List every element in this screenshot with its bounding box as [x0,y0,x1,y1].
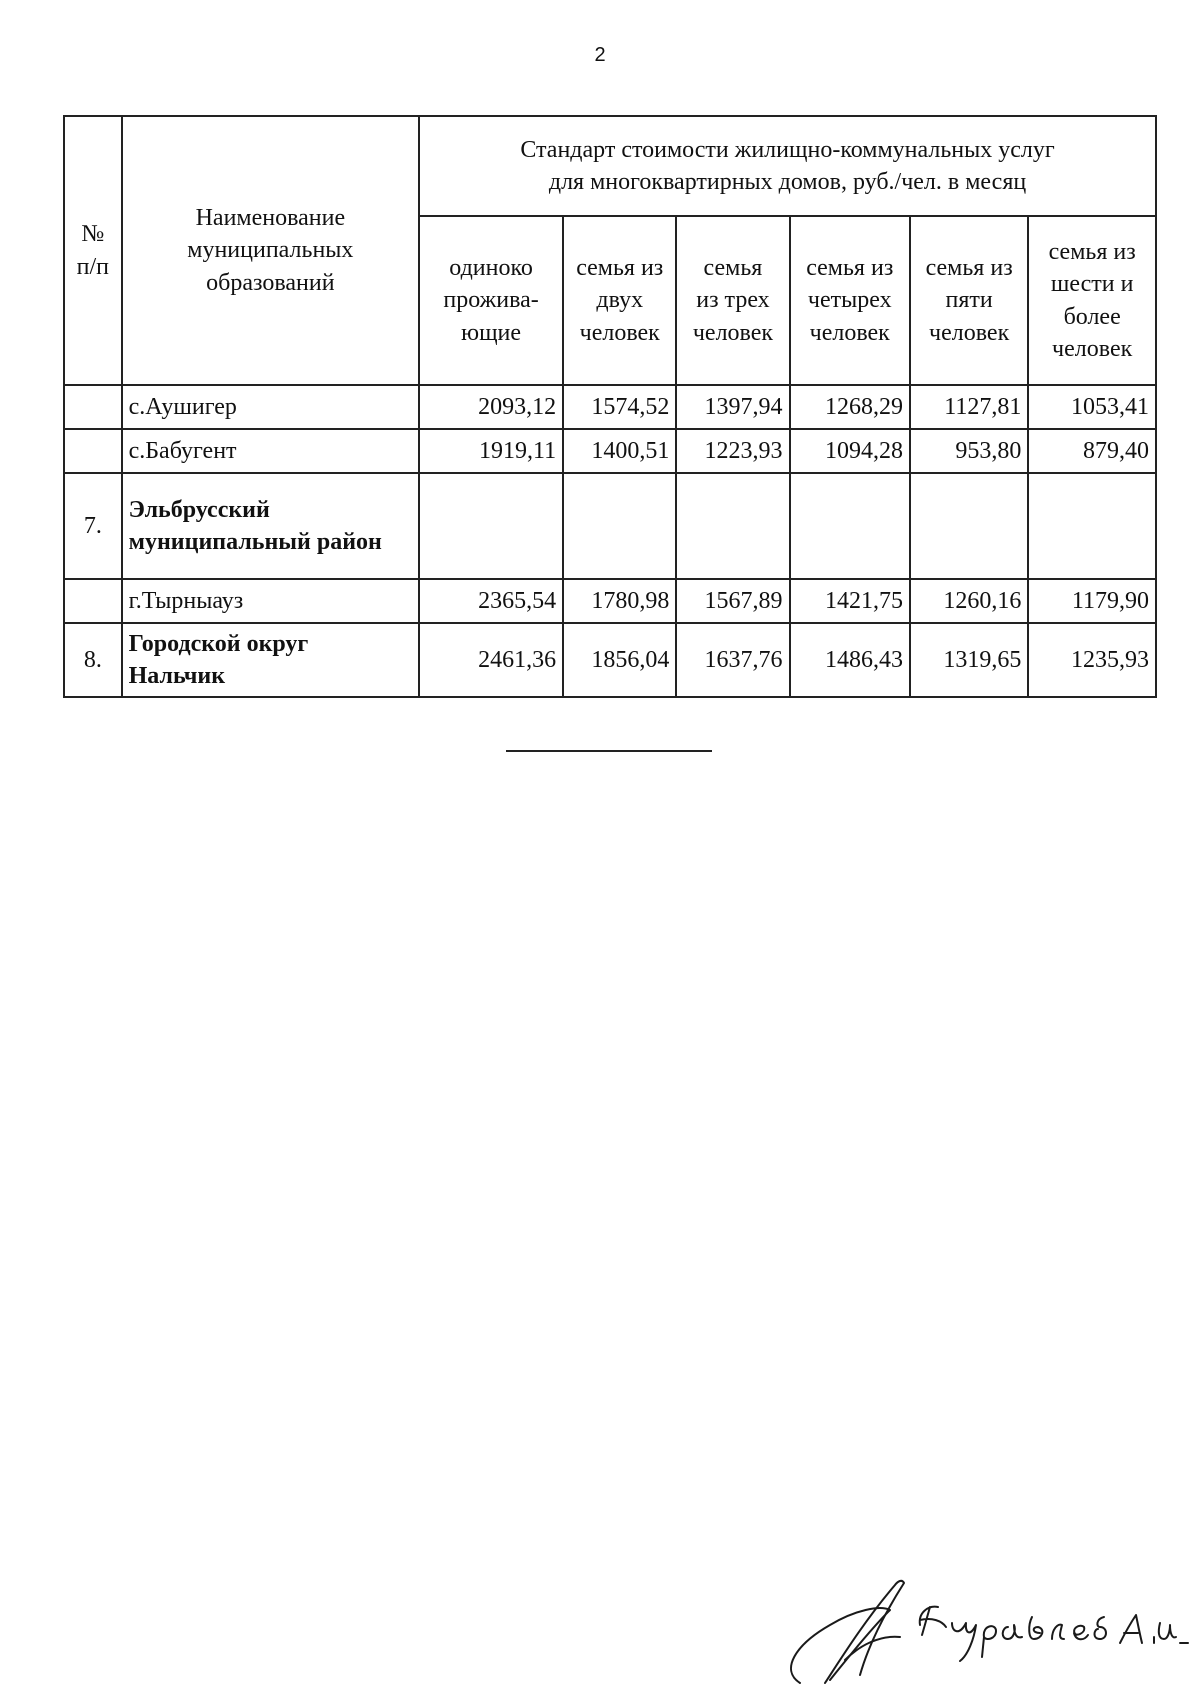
end-rule [506,750,712,752]
value-cell: 1567,89 [676,579,789,623]
value-cell: 1268,29 [790,385,910,429]
value-cell: 2093,12 [419,385,563,429]
header-number [64,116,122,385]
row-name-line: с.Аушигер [128,393,237,420]
housing-cost-standards-table [63,115,1157,698]
header-sub-line: человек [579,319,660,346]
value-cell: 879,40 [1028,429,1156,473]
row-name-line: г.Тырныауз [128,587,244,614]
row-number: 7. [64,473,122,579]
header-sub-line: двух [596,287,644,314]
header-sub-line: более [1063,303,1121,330]
page-number: 2 [594,44,606,66]
row-name [122,385,419,429]
value-cell: 1179,90 [1028,579,1156,623]
value-cell: 2461,36 [419,623,563,697]
header-number-line: п/п [76,253,109,280]
value-cell [676,473,789,579]
value-cell: 1574,52 [563,385,676,429]
value-cell [563,473,676,579]
header-name-line: муниципальных [187,237,354,264]
row-name [122,473,419,579]
header-sub-line: семья из [806,254,894,281]
table-row [64,623,1156,697]
header-group-line: Стандарт стоимости жилищно-коммунальных услуг [520,136,1055,163]
value-cell [1028,473,1156,579]
header-cost-standard [419,116,1156,216]
value-cell: 1319,65 [910,623,1028,697]
value-cell: 1421,75 [790,579,910,623]
row-name [122,429,419,473]
header-sub-line: шести и [1050,271,1134,298]
header-group-line: для многоквартирных домов, руб./чел. в месяц [548,169,1027,195]
value-cell: 1397,94 [676,385,789,429]
row-number [64,429,122,473]
header-municipality-name [122,116,419,385]
header-sub-line: человек [929,319,1010,346]
value-cell: 1223,93 [676,429,789,473]
value-cell: 1919,11 [419,429,563,473]
row-name-line: с.Бабугент [128,437,237,464]
header-sub-line: человек [692,319,774,346]
value-cell: 1127,81 [910,385,1028,429]
value-cell: 1235,93 [1028,623,1156,697]
header-sub-line: четырех [807,287,892,314]
header-family-5 [910,216,1028,385]
header-sub-line: семья из [1048,238,1136,265]
header-sub-line: из трех [696,287,770,314]
header-sub-line: человек [1052,335,1133,362]
value-cell: 1094,28 [790,429,910,473]
row-number [64,385,122,429]
header-name-line: образований [206,269,335,296]
value-cell: 1637,76 [676,623,789,697]
value-cell: 1856,04 [563,623,676,697]
header-sub-line: пяти [945,287,993,314]
header-family-2 [563,216,676,385]
table-row [64,473,1156,579]
row-name-line: Нальчик [128,663,226,689]
table-row [64,385,1156,429]
row-name-line: муниципальный район [128,529,382,555]
header-sub-line: человек [809,319,890,346]
header-sub-line: ющие [461,319,522,346]
row-name [122,623,419,697]
value-cell: 953,80 [910,429,1028,473]
header-sub-line: семья из [925,254,1013,281]
header-single [419,216,563,385]
header-name-line: Наименование [195,204,346,231]
header-number-line: № [81,221,105,248]
header-sub-line: одиноко [449,254,533,281]
header-family-6-plus [1028,216,1156,385]
table-row [64,429,1156,473]
table-row [64,579,1156,623]
signature [770,1565,1190,1690]
value-cell: 1053,41 [1028,385,1156,429]
row-name [122,579,419,623]
row-name-line: Городской округ [128,630,309,657]
row-number [64,579,122,623]
value-cell: 2365,54 [419,579,563,623]
value-cell: 1400,51 [563,429,676,473]
header-sub-line: прожива- [443,287,539,314]
value-cell: 1260,16 [910,579,1028,623]
header-sub-line: семья [703,254,763,281]
value-cell [790,473,910,579]
header-family-4 [790,216,910,385]
value-cell: 1486,43 [790,623,910,697]
value-cell [910,473,1028,579]
value-cell: 1780,98 [563,579,676,623]
row-number: 8. [64,623,122,697]
row-name-line: Эльбрусский [128,496,270,523]
header-sub-line: семья из [576,254,664,281]
header-family-3 [676,216,789,385]
value-cell [419,473,563,579]
